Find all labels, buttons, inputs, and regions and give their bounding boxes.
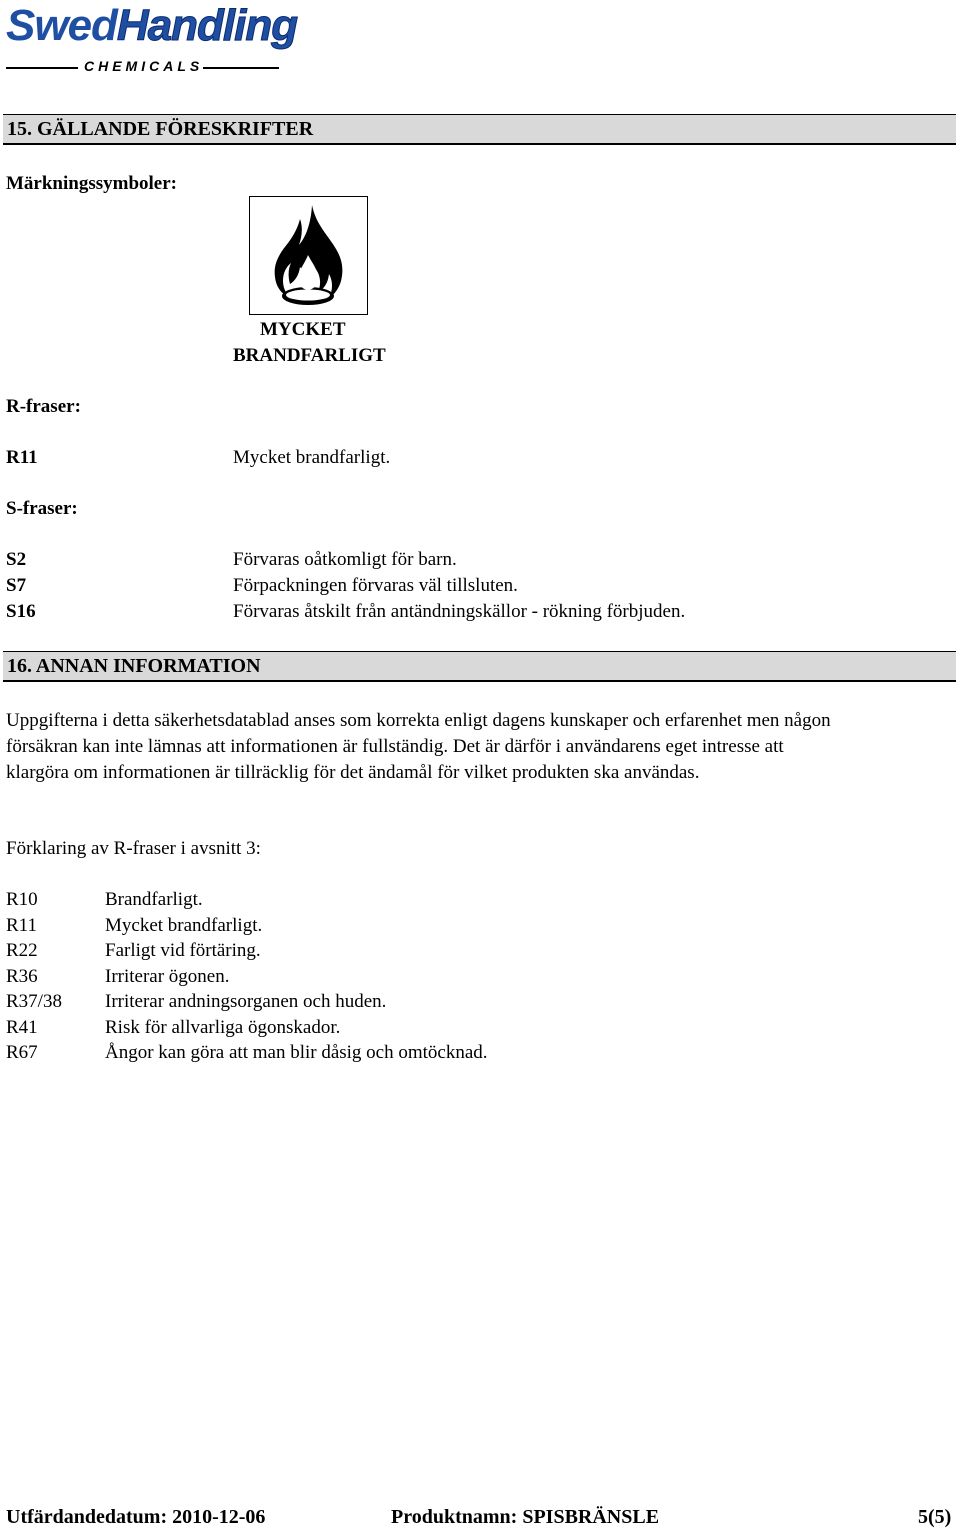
footer-issue-date: Utfärdandedatum: 2010-12-06 (6, 1506, 266, 1528)
r-explanation-code: R67 (6, 1042, 38, 1063)
r-explanation-code: R41 (6, 1017, 38, 1038)
company-logo (6, 1, 298, 76)
r-explanation-code: R10 (6, 889, 38, 910)
logo-word-swed: Swed (6, 1, 117, 50)
info-paragraph-line: försäkran kan inte lämnas att informationen är fullständig. Det är därför i användarens eget intresse att (6, 736, 784, 757)
logo-rule-right (203, 67, 279, 69)
s-phrase-text: Förvaras oåtkomligt för barn. (233, 549, 457, 570)
symbol-caption-line-1: MYCKET (260, 319, 346, 340)
page-total: (5) (928, 1506, 952, 1528)
symbol-caption-line-2: BRANDFARLIGT (233, 345, 386, 366)
r-phrase-code: R11 (6, 447, 38, 468)
info-paragraph-line: Uppgifterna i detta säkerhetsdatablad anses som korrekta enligt dagens kunskaper och erfarenhet men någon (6, 710, 831, 731)
r-explanation-text: Irriterar ögonen. (105, 966, 230, 987)
r-explanation-text: Mycket brandfarligt. (105, 915, 263, 936)
s-phrase-text: Förpackningen förvaras väl tillsluten. (233, 575, 518, 596)
section-15-header (3, 114, 956, 145)
s-phrase-code: S2 (6, 549, 27, 570)
logo-rule-left (6, 67, 78, 69)
section-16-header (3, 651, 956, 682)
logo-wordmark (6, 2, 297, 50)
flammable-hazard-symbol (249, 196, 368, 315)
s-phrase-text: Förvaras åtskilt från antändningskällor - rökning förbjuden. (233, 601, 686, 622)
r-explanation-code: R37/38 (6, 991, 62, 1012)
section-16-title: 16. ANNAN INFORMATION (7, 655, 261, 677)
r-explanation-text: Brandfarligt. (105, 889, 203, 910)
r-phrases-label: R-fraser: (6, 396, 81, 417)
footer-page-number (918, 1506, 951, 1529)
flame-icon (250, 197, 367, 314)
r-explanation-code: R36 (6, 966, 38, 987)
r-explanation-text: Ångor kan göra att man blir dåsig och omtöcknad. (105, 1042, 488, 1063)
page-current: 5 (918, 1506, 928, 1528)
r-explanation-label: Förklaring av R-fraser i avsnitt 3: (6, 838, 261, 859)
logo-word-handling: Handling (116, 1, 298, 50)
r-explanation-code: R22 (6, 940, 38, 961)
s-phrase-code: S7 (6, 575, 27, 596)
info-paragraph-line: klargöra om informationen är tillräcklig för det ändamål för vilket produkten ska användas. (6, 762, 700, 783)
r-explanation-text: Risk för allvarliga ögonskador. (105, 1017, 341, 1038)
r-explanation-code: R11 (6, 915, 37, 936)
r-explanation-text: Irriterar andningsorganen och huden. (105, 991, 387, 1012)
section-15-title: 15. GÄLLANDE FÖRESKRIFTER (7, 118, 314, 140)
r-explanation-text: Farligt vid förtäring. (105, 940, 261, 961)
logo-subtitle: CHEMICALS (84, 58, 204, 74)
s-phrases-label: S-fraser: (6, 498, 78, 519)
footer-product-name: Produktnamn: SPISBRÄNSLE (391, 1506, 660, 1528)
s-phrase-code: S16 (6, 601, 36, 622)
labeling-symbols-label: Märkningssymboler: (6, 173, 177, 194)
r-phrase-text: Mycket brandfarligt. (233, 447, 391, 468)
